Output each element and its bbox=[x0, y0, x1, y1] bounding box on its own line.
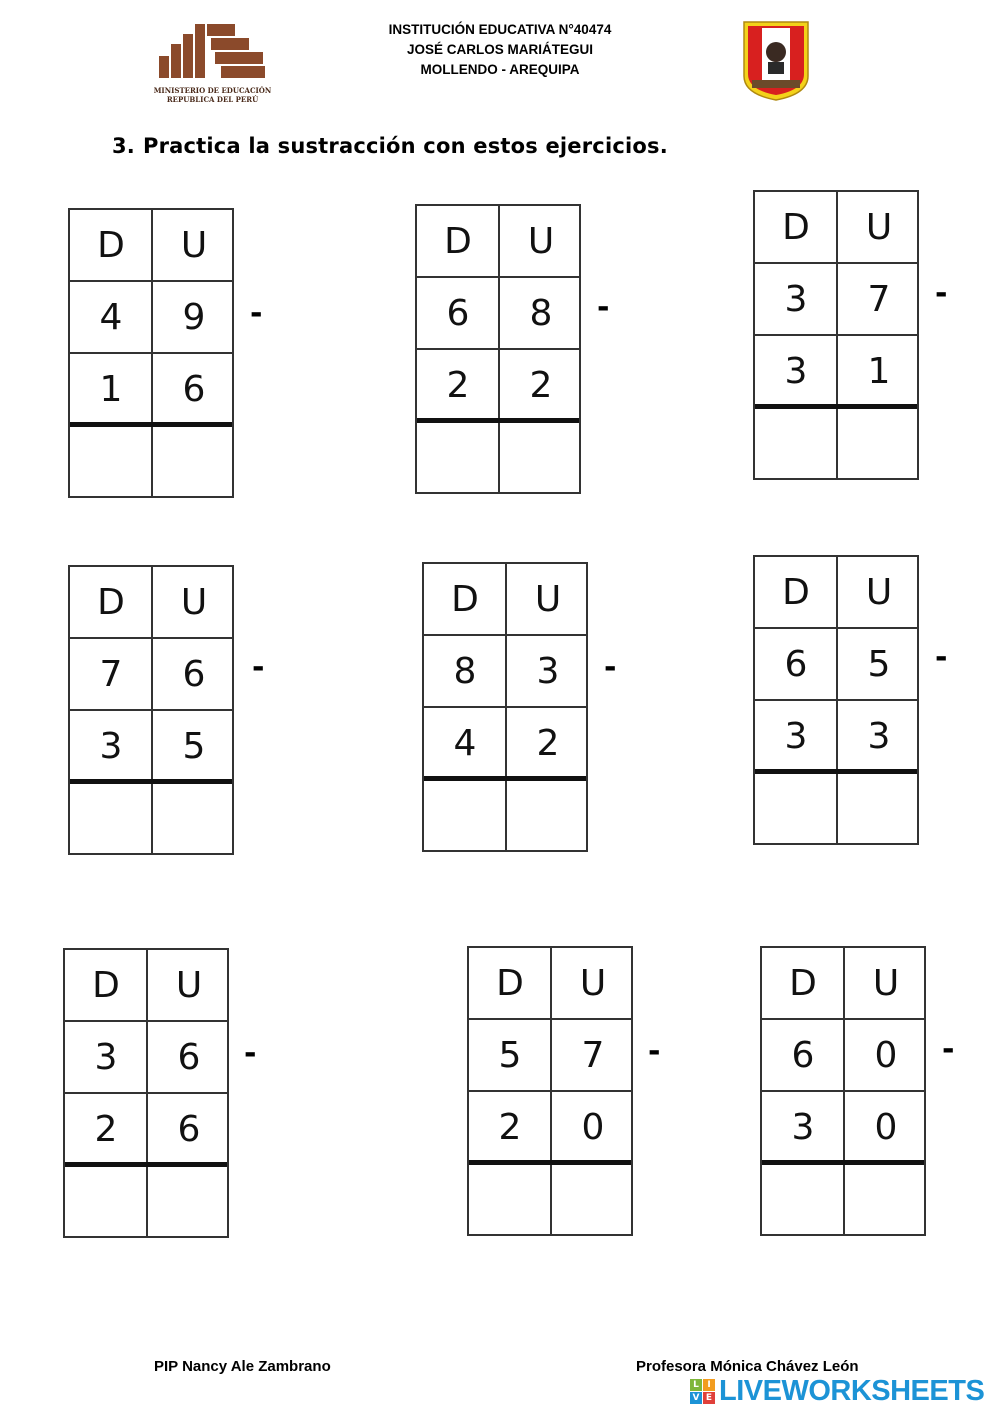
place-value-table bbox=[760, 946, 926, 1236]
answer-cell[interactable] bbox=[755, 409, 837, 478]
place-value-table bbox=[68, 208, 234, 498]
subtrahend-digit: 3 bbox=[867, 715, 891, 757]
subtrahend-digit: 1 bbox=[99, 368, 123, 410]
subtrahend-digit: 0 bbox=[874, 1106, 898, 1148]
minus-sign: - bbox=[250, 296, 263, 331]
subtrahend-digit: 2 bbox=[529, 364, 553, 406]
subtrahend-digit: 2 bbox=[94, 1108, 118, 1150]
minuend-digit: 6 bbox=[182, 653, 206, 695]
subtrahend-digit: 4 bbox=[453, 722, 477, 764]
column-header: U bbox=[872, 962, 900, 1004]
minuend-digit: 3 bbox=[536, 650, 560, 692]
brand-letter: I bbox=[703, 1379, 715, 1391]
answer-cell[interactable] bbox=[469, 1165, 551, 1234]
brand-letter: L bbox=[690, 1379, 702, 1391]
school-patron-line: JOSÉ CARLOS MARIÁTEGUI bbox=[406, 42, 593, 57]
minus-sign: - bbox=[244, 1036, 257, 1071]
answer-cell[interactable] bbox=[148, 1167, 230, 1236]
minuend-digit: 9 bbox=[182, 296, 206, 338]
column-header: U bbox=[180, 581, 208, 623]
column-header: U bbox=[527, 220, 555, 262]
subtrahend-digit: 2 bbox=[446, 364, 470, 406]
subtrahend-digit: 3 bbox=[791, 1106, 815, 1148]
minus-sign: - bbox=[935, 276, 948, 311]
school-location-line: MOLLENDO - AREQUIPA bbox=[420, 62, 580, 77]
minuend-digit: 5 bbox=[867, 643, 891, 685]
minuend-digit: 4 bbox=[99, 296, 123, 338]
place-value-table bbox=[68, 565, 234, 855]
exercise-number: 3. bbox=[112, 134, 135, 158]
column-header: U bbox=[175, 964, 203, 1006]
subtrahend-digit: 5 bbox=[182, 725, 206, 767]
answer-cell[interactable] bbox=[507, 781, 589, 850]
subtrahend-digit: 2 bbox=[498, 1106, 522, 1148]
minuend-digit: 6 bbox=[784, 643, 808, 685]
minuend-digit: 8 bbox=[453, 650, 477, 692]
school-badge-logo bbox=[738, 18, 814, 102]
column-header: U bbox=[180, 224, 208, 266]
minuend-digit: 7 bbox=[581, 1034, 605, 1076]
place-value-table bbox=[467, 946, 633, 1236]
place-value-table bbox=[63, 948, 229, 1238]
column-header: U bbox=[865, 206, 893, 248]
answer-cell[interactable] bbox=[65, 1167, 147, 1236]
minuend-digit: 3 bbox=[94, 1036, 118, 1078]
liveworksheets-logo bbox=[690, 1374, 984, 1408]
school-name-line: INSTITUCIÓN EDUCATIVA N°40474 bbox=[388, 22, 612, 37]
minus-sign: - bbox=[604, 650, 617, 685]
subtrahend-digit: 6 bbox=[177, 1108, 201, 1150]
answer-cell[interactable] bbox=[70, 427, 152, 496]
column-header: D bbox=[782, 206, 810, 248]
minuend-digit: 8 bbox=[529, 292, 553, 334]
place-value-table bbox=[422, 562, 588, 852]
answer-cell[interactable] bbox=[755, 774, 837, 843]
column-header: U bbox=[534, 578, 562, 620]
minuend-digit: 3 bbox=[784, 278, 808, 320]
answer-cell[interactable] bbox=[838, 409, 920, 478]
brand-letter: E bbox=[703, 1392, 715, 1404]
minuend-digit: 0 bbox=[874, 1034, 898, 1076]
minuend-digit: 7 bbox=[99, 653, 123, 695]
subtrahend-digit: 6 bbox=[182, 368, 206, 410]
minuend-digit: 6 bbox=[446, 292, 470, 334]
ministry-name bbox=[150, 86, 275, 104]
minus-sign: - bbox=[648, 1034, 661, 1069]
column-header: D bbox=[782, 571, 810, 613]
column-header: U bbox=[579, 962, 607, 1004]
subtrahend-digit: 1 bbox=[867, 350, 891, 392]
subtrahend-digit: 3 bbox=[99, 725, 123, 767]
ministry-line-1: MINISTERIO DE EDUCACIÓN bbox=[153, 86, 272, 95]
column-header: D bbox=[451, 578, 479, 620]
answer-cell[interactable] bbox=[424, 781, 506, 850]
answer-cell[interactable] bbox=[552, 1165, 634, 1234]
answer-cell[interactable] bbox=[153, 427, 235, 496]
column-header: D bbox=[444, 220, 472, 262]
exercise-title bbox=[112, 134, 668, 158]
column-header: U bbox=[865, 571, 893, 613]
brand-letter: V bbox=[690, 1392, 702, 1404]
answer-cell[interactable] bbox=[70, 784, 152, 853]
ministry-line-2: REPUBLICA DEL PERÚ bbox=[166, 95, 259, 104]
answer-cell[interactable] bbox=[762, 1165, 844, 1234]
minus-sign: - bbox=[942, 1032, 955, 1067]
column-header: D bbox=[97, 581, 125, 623]
column-header: D bbox=[496, 962, 524, 1004]
footer-teacher: Profesora Mónica Chávez León bbox=[636, 1358, 859, 1375]
school-header bbox=[330, 20, 670, 80]
answer-cell[interactable] bbox=[500, 423, 582, 492]
subtrahend-digit: 3 bbox=[784, 715, 808, 757]
minus-sign: - bbox=[935, 640, 948, 675]
minuend-digit: 5 bbox=[498, 1034, 522, 1076]
answer-cell[interactable] bbox=[417, 423, 499, 492]
place-value-table bbox=[415, 204, 581, 494]
footer-author: PIP Nancy Ale Zambrano bbox=[154, 1358, 331, 1375]
answer-cell[interactable] bbox=[153, 784, 235, 853]
minuend-digit: 7 bbox=[867, 278, 891, 320]
minuend-digit: 6 bbox=[791, 1034, 815, 1076]
answer-cell[interactable] bbox=[845, 1165, 927, 1234]
exercise-instruction: Practica la sustracción con estos ejercicios. bbox=[143, 134, 668, 158]
minus-sign: - bbox=[597, 290, 610, 325]
minus-sign: - bbox=[252, 650, 265, 685]
subtrahend-digit: 0 bbox=[581, 1106, 605, 1148]
column-header: D bbox=[97, 224, 125, 266]
answer-cell[interactable] bbox=[838, 774, 920, 843]
liveworksheets-wordmark: LIVEWORKSHEETS bbox=[719, 1374, 985, 1407]
place-value-table bbox=[753, 555, 919, 845]
liveworksheets-icon bbox=[690, 1379, 715, 1404]
subtrahend-digit: 2 bbox=[536, 722, 560, 764]
column-header: D bbox=[92, 964, 120, 1006]
column-header: D bbox=[789, 962, 817, 1004]
place-value-table bbox=[753, 190, 919, 480]
minuend-digit: 6 bbox=[177, 1036, 201, 1078]
subtrahend-digit: 3 bbox=[784, 350, 808, 392]
